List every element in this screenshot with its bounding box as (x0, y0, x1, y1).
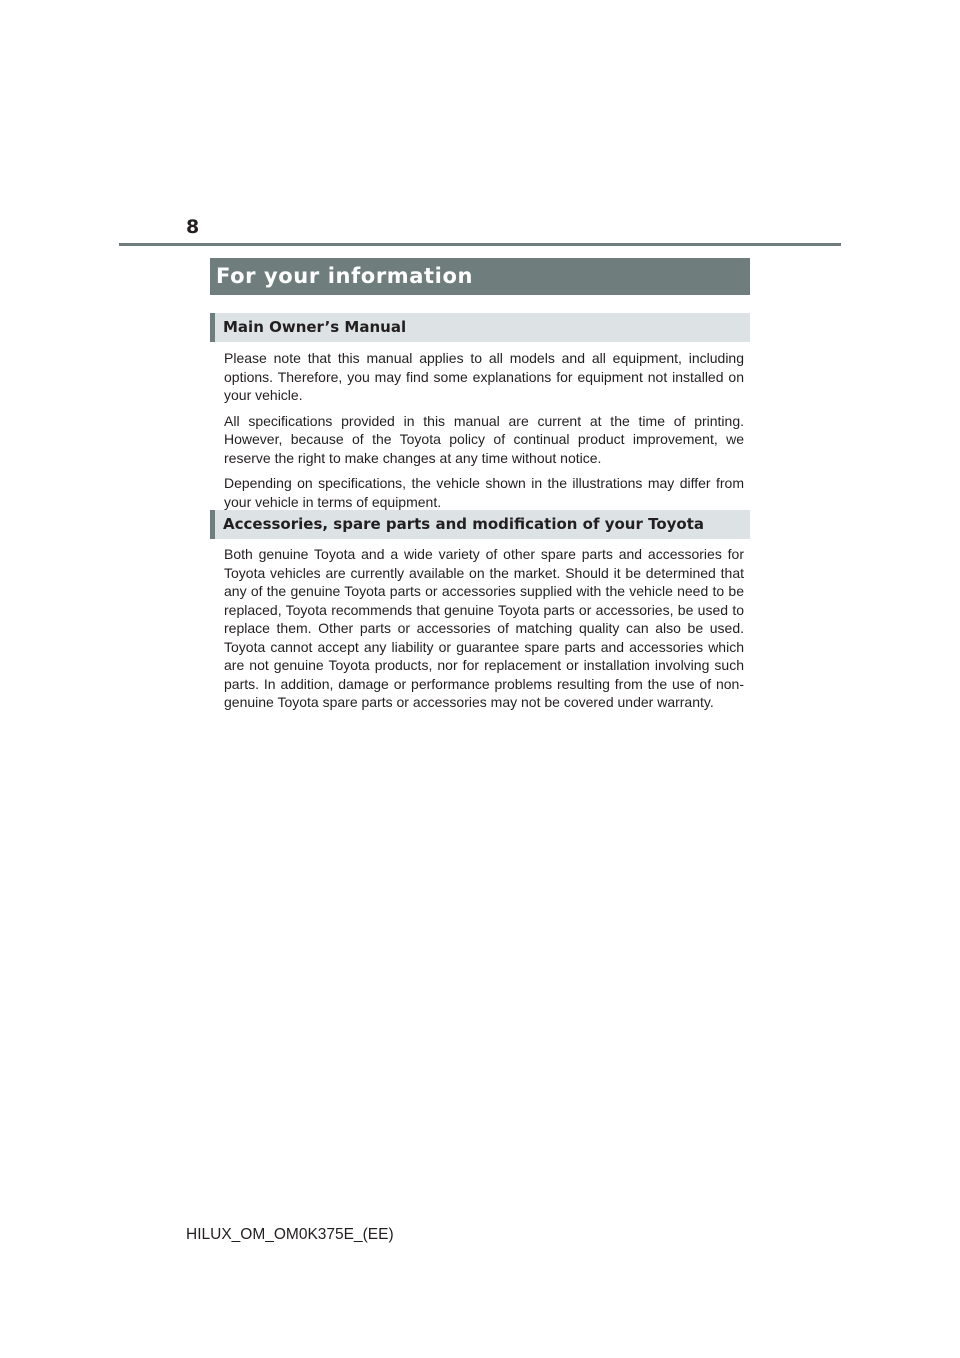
paragraph: Depending on specifications, the vehicle shown in the illustrations may differ from your vehicle in terms of equipment. (224, 475, 744, 510)
subsection-heading-accessories: Accessories, spare parts and modification of your Toyota (210, 510, 750, 539)
subsection-heading-main-owners-manual: Main Owner’s Manual (210, 313, 750, 342)
page-number: 8 (186, 216, 200, 238)
top-rule (119, 243, 841, 246)
paragraph: Please note that this manual applies to all models and all equipment, including options. Therefore, you may find some explanations for equipment not installed on your vehicle. (224, 350, 744, 403)
subsection-body-accessories (224, 545, 744, 719)
paragraph: All specifications provided in this manual are current at the time of printing. However, because of the Toyota policy of continual product improvement, we reserve the right to make changes at any time without notice. (224, 412, 744, 466)
section-title: For your information (210, 258, 750, 295)
subsection-body-main-owners-manual (224, 349, 744, 518)
paragraph: Both genuine Toyota and a wide variety of other spare parts and accessories for Toyota vehicles are currently available on the market. Should it be determined that any of the genuine Toyota parts or accessories supplied with the vehicle need to be replaced, Toyota recommends that genuine Toyota parts or accessories, be used to replace them. Other parts or accessories of matching quality can also be used. Toyota cannot accept any liability or guarantee spare parts and accessories which are not genuine Toyota products, nor for replacement or installation involving such parts. In addition, damage or performance problems resulting from the use of non-genuine Toyota spare parts or accessories may not be covered under warranty. (224, 546, 744, 710)
footer-document-code: HILUX_OM_OM0K375E_(EE) (186, 1226, 394, 1243)
